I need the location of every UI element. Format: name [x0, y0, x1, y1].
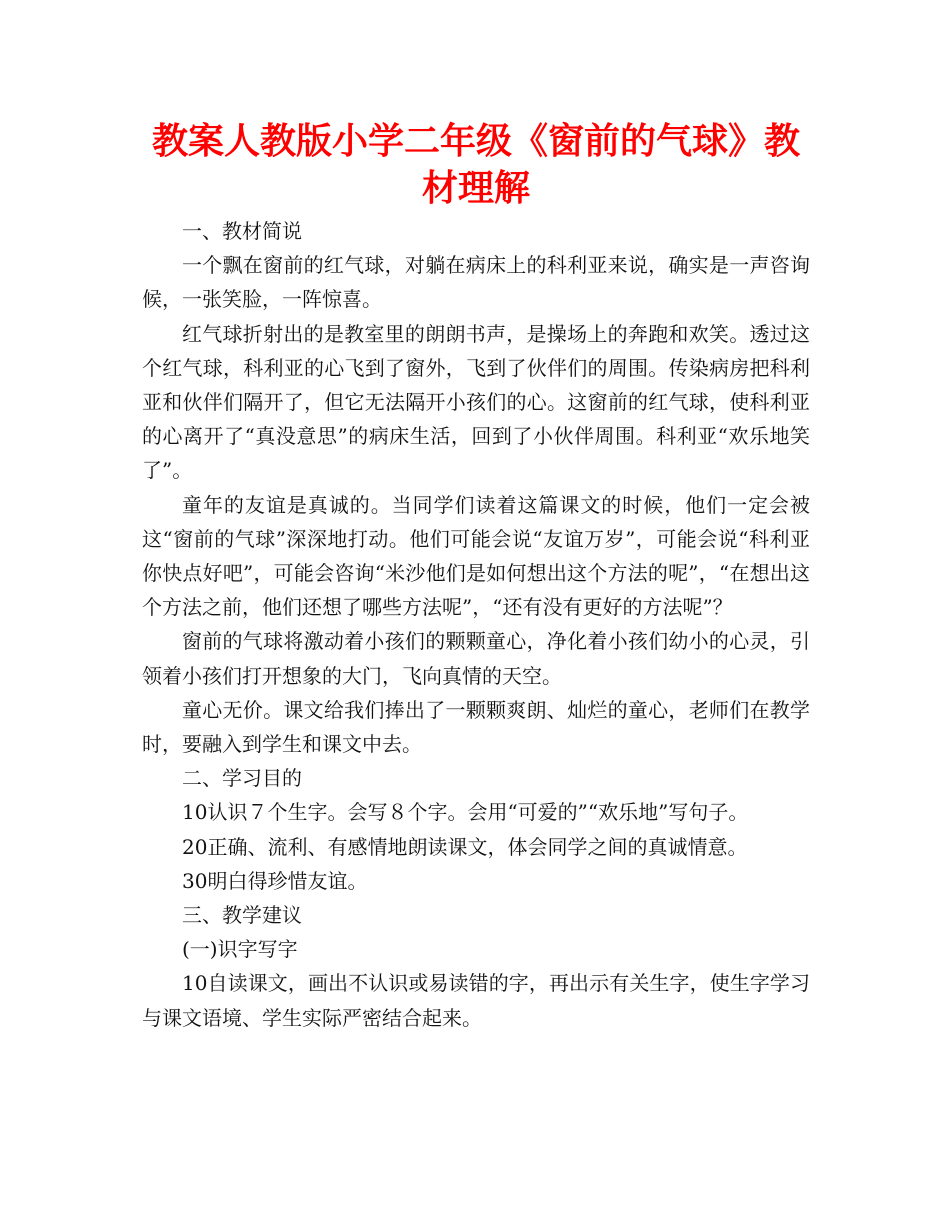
document-title: 教案人教版小学二年级《窗前的气球》教材理解 — [151, 121, 800, 209]
section-heading-1: 一、教材简说 — [182, 219, 302, 243]
paragraph: 一个飘在窗前的红气球，对躺在病床上的科利亚来说，确实是一声咨询候，一张笑脸，一阵惊喜。 — [142, 253, 810, 312]
paragraph: 童年的友谊是真诚的。当同学们读着这篇课文的时候，他们一定会被这“窗前的气球”深深地打动。他们可能会说“友谊万岁”，可能会说“科利亚你快点好吧”，可能会咨询“米沙他们是如何想出这个方法的呢”，“在想出这个方法之前，他们还想了哪些方法呢”，“还有没有更好的方法呢”？ — [142, 492, 810, 620]
paragraph: 红气球折射出的是教室里的朗朗书声，是操场上的奔跑和欢笑。透过这个红气球，科利亚的心飞到了窗外，飞到了伙伴们的周围。传染病房把科利亚和伙伴们隔开了，但它无法隔开小孩们的心。这窗前的红气球，使科利亚的心离开了“真没意思”的病床生活，回到了小伙伴周围。科利亚“欢乐地笑了”。 — [142, 321, 810, 483]
document-body — [142, 214, 810, 1035]
list-item: 30明白得珍惜友谊。 — [182, 868, 368, 893]
list-item: 10认识７个生字。会写８个字。会用“可爱的”“欢乐地”写句子。 — [182, 800, 749, 825]
section-heading-3: 三、教学建议 — [182, 903, 302, 928]
section-heading-2: 二、学习目的 — [182, 766, 302, 791]
subsection-heading: (一)识字写字 — [182, 937, 298, 962]
paragraph: 童心无价。课文给我们捧出了一颗颗爽朗、灿烂的童心，老师们在教学时，要融入到学生和课文中去。 — [142, 697, 810, 757]
paragraph: 窗前的气球将激动着小孩们的颗颗童心，净化着小孩们幼小的心灵，引领着小孩们打开想象的大门，飞向真情的天空。 — [142, 629, 810, 688]
document-page — [142, 118, 810, 1035]
list-item: 10自读课文，画出不认识或易读错的字，再出示有关生字，使生字学习与课文语境、学生实际严密结合起来。 — [142, 971, 810, 1030]
list-item: 20正确、流利、有感情地朗读课文，体会同学之间的真诚情意。 — [182, 834, 748, 859]
